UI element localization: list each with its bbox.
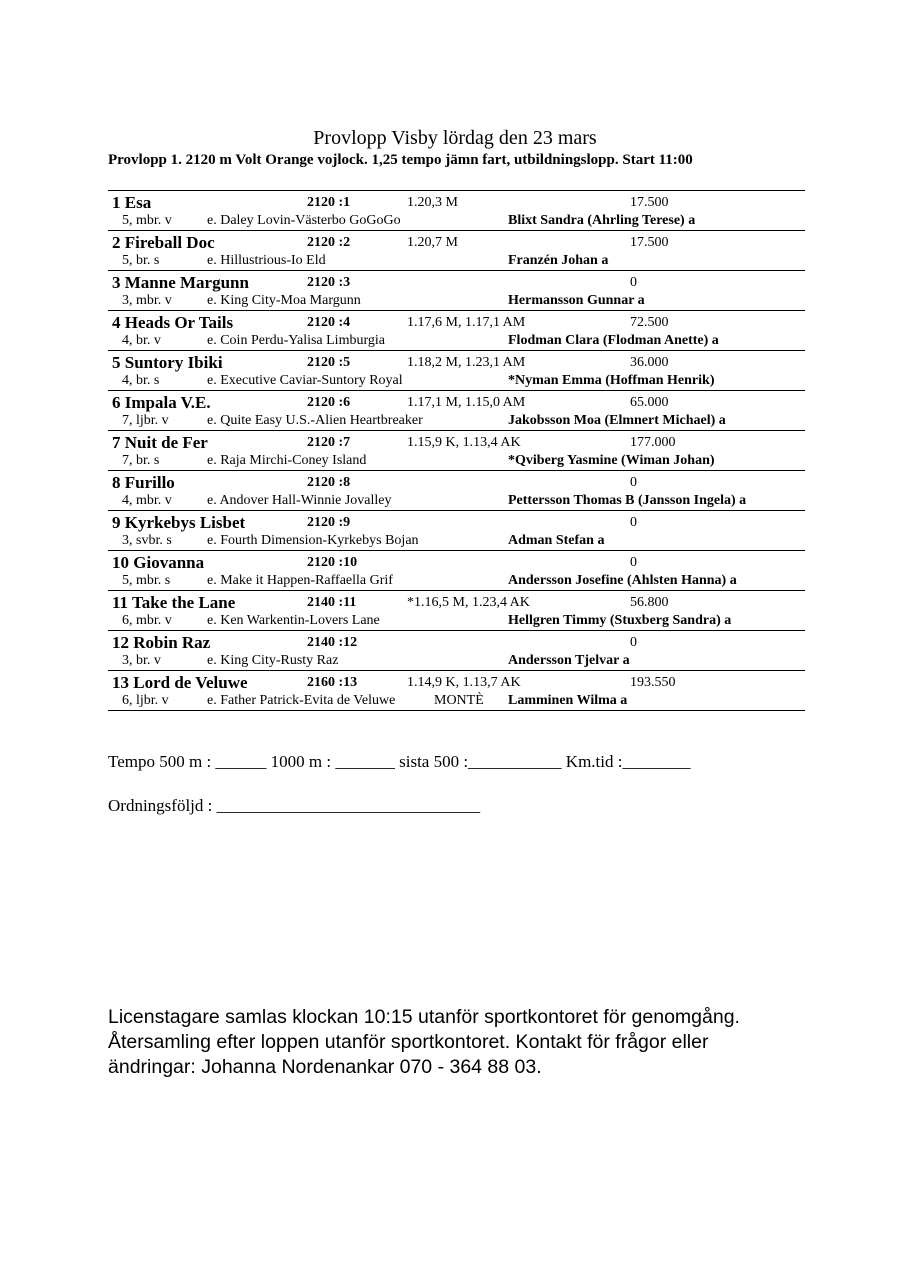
distance-post: 2160 :13 xyxy=(307,675,358,690)
horse-name: 4 Heads Or Tails xyxy=(112,313,234,332)
pedigree: e. Executive Caviar-Suntory Royal xyxy=(207,373,403,388)
distance-post: 2120 :1 xyxy=(307,195,351,210)
horse-name: 6 Impala V.E. xyxy=(112,393,211,412)
list-item xyxy=(108,431,805,471)
age-info: 7, ljbr. v xyxy=(122,413,169,428)
age-info: 5, mbr. v xyxy=(122,213,172,228)
driver: Jakobsson Moa (Elmnert Michael) a xyxy=(508,413,726,428)
start-list xyxy=(108,190,805,711)
note-line: Licenstagare samlas klockan 10:15 utanför sportkontoret för genomgång. xyxy=(108,1006,740,1028)
pedigree: e. King City-Moa Margunn xyxy=(207,293,361,308)
distance-post: 2140 :12 xyxy=(307,635,358,650)
pedigree: e. Andover Hall-Winnie Jovalley xyxy=(207,493,392,508)
list-item xyxy=(108,551,805,591)
driver: Flodman Clara (Flodman Anette) a xyxy=(508,333,719,348)
list-item xyxy=(108,191,805,231)
earnings: 0 xyxy=(630,515,637,530)
horse-name: 13 Lord de Veluwe xyxy=(112,673,248,692)
earnings: 0 xyxy=(630,475,637,490)
record-time: 1.20,7 M xyxy=(407,235,458,250)
driver: Andersson Josefine (Ahlsten Hanna) a xyxy=(508,573,737,588)
record-time: 1.14,9 K, 1.13,7 AK xyxy=(407,675,521,690)
list-item xyxy=(108,471,805,511)
page-title: Provlopp Visby lördag den 23 mars xyxy=(313,127,597,149)
horse-name: 5 Suntory Ibiki xyxy=(112,353,223,372)
age-info: 3, svbr. s xyxy=(122,533,172,548)
pedigree: e. Fourth Dimension-Kyrkebys Bojan xyxy=(207,533,419,548)
record-time: 1.18,2 M, 1.23,1 AM xyxy=(407,355,526,370)
list-item xyxy=(108,631,805,671)
list-item xyxy=(108,351,805,391)
monte-label: MONTÈ xyxy=(434,693,484,708)
age-info: 5, br. s xyxy=(122,253,160,268)
list-item xyxy=(108,591,805,631)
driver: Franzén Johan a xyxy=(508,253,609,268)
earnings: 56.800 xyxy=(630,595,669,610)
age-info: 5, mbr. s xyxy=(122,573,171,588)
horse-name: 9 Kyrkebys Lisbet xyxy=(112,513,246,532)
driver: Hermansson Gunnar a xyxy=(508,293,645,308)
record-time: 1.17,6 M, 1.17,1 AM xyxy=(407,315,526,330)
notes xyxy=(108,1005,808,1080)
driver: Hellgren Timmy (Stuxberg Sandra) a xyxy=(508,613,732,628)
distance-post: 2120 :3 xyxy=(307,275,351,290)
order-line: Ordningsföljd : _______________________________ xyxy=(108,796,481,815)
earnings: 193.550 xyxy=(630,675,676,690)
earnings: 0 xyxy=(630,555,637,570)
earnings: 17.500 xyxy=(630,235,669,250)
record-time: 1.15,9 K, 1.13,4 AK xyxy=(407,435,521,450)
age-info: 3, br. v xyxy=(122,653,161,668)
age-info: 4, br. s xyxy=(122,373,160,388)
horse-name: 12 Robin Raz xyxy=(112,633,211,652)
driver: Pettersson Thomas B (Jansson Ingela) a xyxy=(508,493,747,508)
tempo-line: Tempo 500 m : ______ 1000 m : _______ sista 500 :___________ Km.tid :________ xyxy=(108,752,691,771)
horse-name: 3 Manne Margunn xyxy=(112,273,249,292)
horse-name: 7 Nuit de Fer xyxy=(112,433,208,452)
driver: Andersson Tjelvar a xyxy=(508,653,630,668)
list-item xyxy=(108,391,805,431)
distance-post: 2120 :2 xyxy=(307,235,351,250)
earnings: 36.000 xyxy=(630,355,669,370)
note-line: Återsamling efter loppen utanför sportkontoret. Kontakt för frågor eller xyxy=(108,1031,709,1053)
earnings: 0 xyxy=(630,275,637,290)
driver: Adman Stefan a xyxy=(508,533,605,548)
pedigree: e. Hillustrious-Io Eld xyxy=(207,253,326,268)
pedigree: e. Quite Easy U.S.-Alien Heartbreaker xyxy=(207,413,423,428)
distance-post: 2120 :8 xyxy=(307,475,351,490)
distance-post: 2120 :6 xyxy=(307,395,351,410)
list-item xyxy=(108,511,805,551)
earnings: 72.500 xyxy=(630,315,669,330)
list-item xyxy=(108,271,805,311)
distance-post: 2120 :9 xyxy=(307,515,351,530)
earnings: 0 xyxy=(630,635,637,650)
pedigree: e. Father Patrick-Evita de Veluwe xyxy=(207,693,396,708)
earnings: 65.000 xyxy=(630,395,669,410)
record-time: 1.20,3 M xyxy=(407,195,458,210)
age-info: 6, ljbr. v xyxy=(122,693,169,708)
horse-name: 8 Furillo xyxy=(112,473,175,492)
pedigree: e. Ken Warkentin-Lovers Lane xyxy=(207,613,380,628)
horse-name: 1 Esa xyxy=(112,193,152,212)
distance-post: 2120 :4 xyxy=(307,315,351,330)
age-info: 7, br. s xyxy=(122,453,160,468)
horse-name: 10 Giovanna xyxy=(112,553,205,572)
distance-post: 2120 :10 xyxy=(307,555,358,570)
driver: Blixt Sandra (Ahrling Terese) a xyxy=(508,213,696,228)
record-time: 1.17,1 M, 1.15,0 AM xyxy=(407,395,526,410)
pedigree: e. Raja Mirchi-Coney Island xyxy=(207,453,367,468)
driver: Lamminen Wilma a xyxy=(508,693,628,708)
horse-name: 2 Fireball Doc xyxy=(112,233,215,252)
age-info: 4, br. v xyxy=(122,333,161,348)
driver: *Nyman Emma (Hoffman Henrik) xyxy=(508,373,715,388)
list-item xyxy=(108,671,805,711)
list-item xyxy=(108,311,805,351)
earnings: 177.000 xyxy=(630,435,676,450)
age-info: 3, mbr. v xyxy=(122,293,172,308)
distance-post: 2120 :5 xyxy=(307,355,351,370)
note-line: ändringar: Johanna Nordenankar 070 - 364 88 03. xyxy=(108,1056,542,1078)
pedigree: e. Coin Perdu-Yalisa Limburgia xyxy=(207,333,385,348)
pedigree: e. King City-Rusty Raz xyxy=(207,653,339,668)
list-item xyxy=(108,231,805,271)
distance-post: 2140 :11 xyxy=(307,595,357,610)
driver: *Qviberg Yasmine (Wiman Johan) xyxy=(508,453,715,468)
age-info: 4, mbr. v xyxy=(122,493,172,508)
pedigree: e. Daley Lovin-Västerbo GoGoGo xyxy=(207,213,401,228)
record-time: *1.16,5 M, 1.23,4 AK xyxy=(407,595,530,610)
earnings: 17.500 xyxy=(630,195,669,210)
distance-post: 2120 :7 xyxy=(307,435,351,450)
pedigree: e. Make it Happen-Raffaella Grif xyxy=(207,573,393,588)
race-info: Provlopp 1. 2120 m Volt Orange vojlock. 1,25 tempo jämn fart, utbildningslopp. Start 11:00 xyxy=(108,152,693,168)
horse-name: 11 Take the Lane xyxy=(112,593,236,612)
age-info: 6, mbr. v xyxy=(122,613,172,628)
